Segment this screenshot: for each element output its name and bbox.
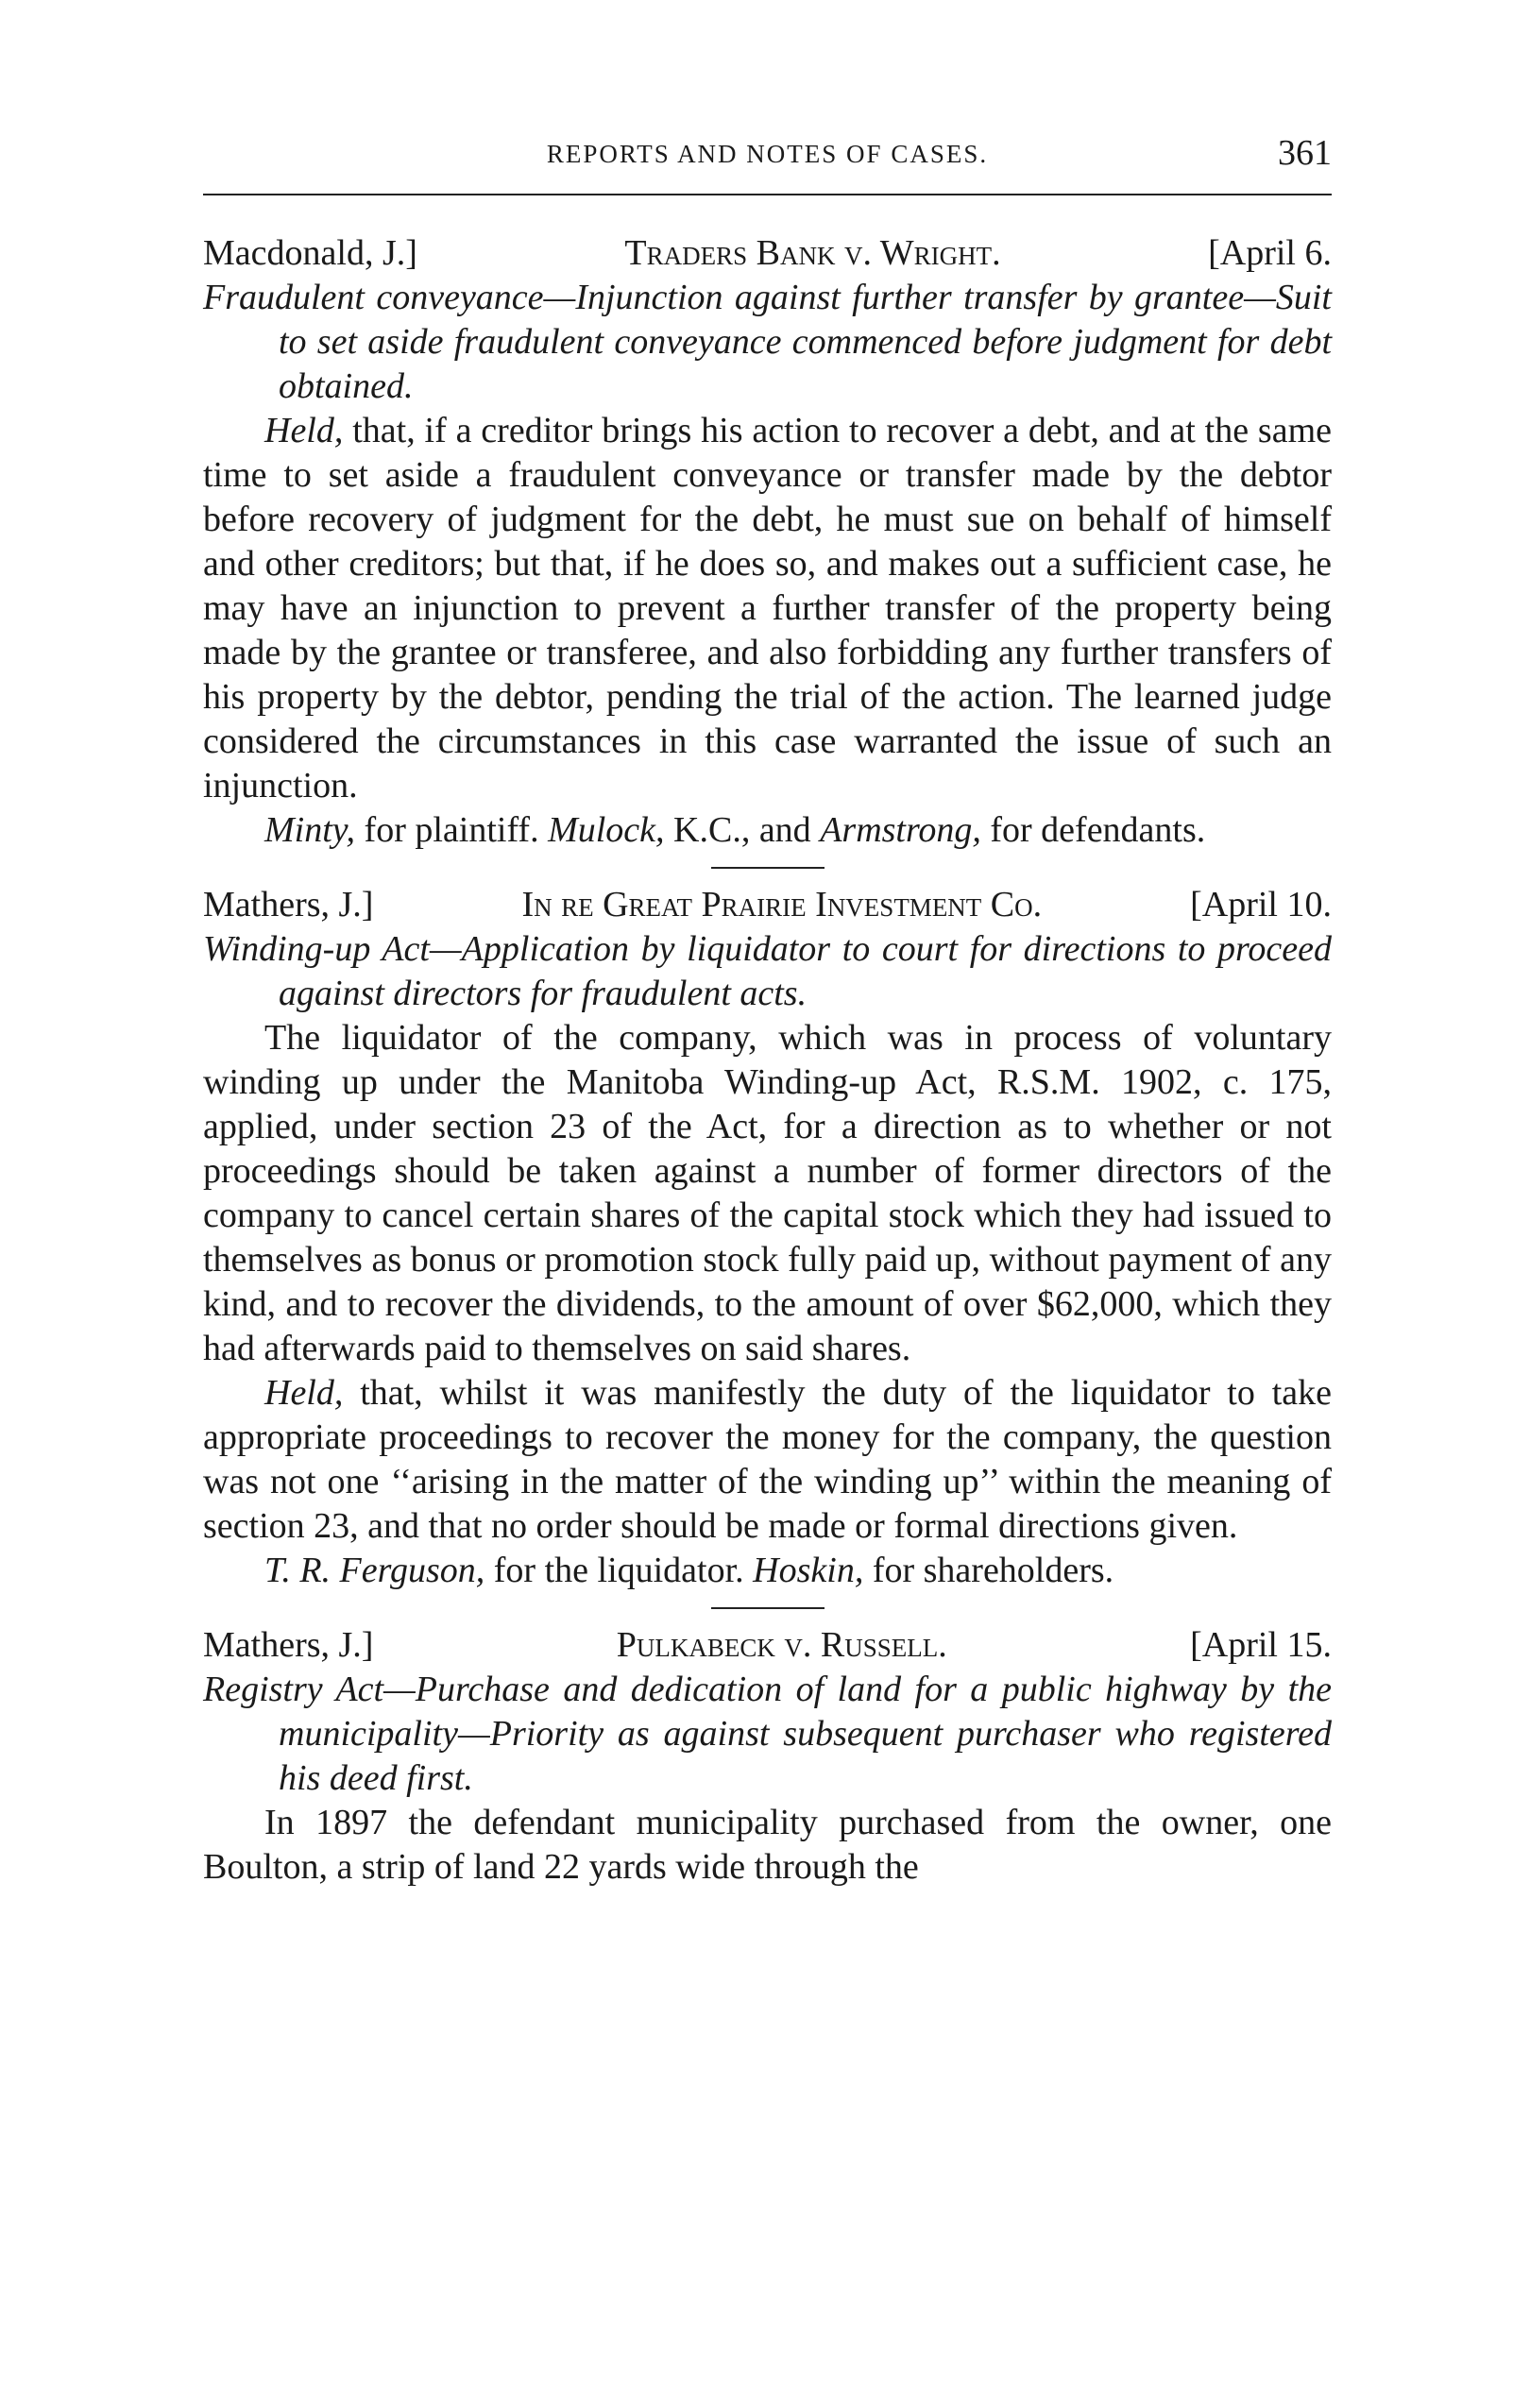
counsel-name: Mulock,: [548, 810, 665, 850]
case-heading: [203, 231, 1332, 276]
case-date: [April 15.: [1190, 1625, 1332, 1665]
case-divider: [711, 1607, 824, 1609]
held-lead: Held,: [264, 1373, 344, 1413]
case-traders-bank: [203, 231, 1332, 853]
headnote: Registry Act—Purchase and dedication of land for a public highway by the municipality—Priority as against subsequent purchaser who registered his deed first.: [203, 1670, 1332, 1798]
case-date: [April 10.: [1190, 885, 1332, 924]
header-rule: [203, 194, 1332, 195]
case-great-prairie: [203, 883, 1332, 1593]
held-paragraph: [203, 1371, 1332, 1549]
counsel-line: [203, 1549, 1332, 1593]
counsel-name: Minty,: [264, 810, 356, 850]
case-divider: [711, 867, 824, 869]
counsel-name: Hoskin,: [753, 1551, 864, 1590]
case-title: Traders Bank v. Wright.: [624, 233, 1001, 273]
case-date: [April 6.: [1208, 233, 1332, 273]
headnote: Winding-up Act—Application by liquidator to court for directions to proceed against directors for fraudulent acts.: [203, 929, 1332, 1013]
running-title: REPORTS AND NOTES OF CASES.: [546, 140, 989, 168]
case-title: In re Great Prairie Investment Co.: [521, 885, 1043, 924]
case-heading: [203, 883, 1332, 927]
case-pulkabeck: [203, 1623, 1332, 1890]
counsel-role: K.C., and: [664, 810, 821, 850]
counsel-name: Armstrong,: [820, 810, 981, 850]
judge-name: Macdonald, J.]: [203, 233, 417, 273]
counsel-role: for defendants.: [980, 810, 1206, 850]
facts-paragraph: In 1897 the defendant municipality purchased from the owner, one Boulton, a strip of land 22 yards wide through the: [203, 1803, 1332, 1887]
held-text: that, whilst it was manifestly the duty of the liquidator to take appropriate proceedings to recover the money for the company, the question was not one ‘‘arising in the matter of the winding up’’ within the meaning of section 23, and that no order should be made or formal directions given.: [203, 1373, 1332, 1546]
held-text: that, if a creditor brings his action to recover a debt, and at the same time to set aside a fraudulent conveyance or transfer made by the debtor before recovery of judgment for the debt, he must sue on behalf of himself and other creditors; but that, if he does so, and makes out a sufficient case, he may have an injunction to prevent a further transfer of the property being made by the grantee or transferee, and also forbidding any further transfers of his property by the debtor, pending the trial of the action. The learned judge considered the circumstances in this case warranted the issue of such an injunction.: [203, 411, 1332, 805]
counsel-role: for shareholders.: [863, 1551, 1114, 1590]
headnote: Fraudulent conveyance—Injunction against further transfer by grantee—Suit to set aside fraudulent conveyance commenced before judgment for debt obtained.: [203, 278, 1332, 406]
page-number: 361: [1278, 133, 1332, 173]
judge-name: Mathers, J.]: [203, 885, 374, 924]
counsel-name: T. R. Ferguson,: [264, 1551, 485, 1590]
held-lead: Held,: [264, 411, 344, 450]
body-column: [203, 231, 1332, 1890]
case-heading: [203, 1623, 1332, 1668]
judge-name: Mathers, J.]: [203, 1625, 374, 1665]
counsel-line: [203, 808, 1332, 853]
counsel-role: for plaintiff.: [355, 810, 549, 850]
facts-paragraph: The liquidator of the company, which was in process of voluntary winding up under the Manitoba Winding-up Act, R.S.M. 1902, c. 175, applied, under section 23 of the Act, for a direction as to whether or not proceedings should be taken against a number of former directors of the company to cancel certain shares of the capital stock which they had issued to themselves as bonus or promotion stock fully paid up, without payment of any kind, and to recover the dividends, to the amount of over $62,000, which they had afterwards paid to themselves on said shares.: [203, 1018, 1332, 1368]
counsel-role: for the liquidator.: [484, 1551, 754, 1590]
held-paragraph: [203, 409, 1332, 808]
case-title: Pulkabeck v. Russell.: [616, 1625, 947, 1665]
running-head: [203, 132, 1332, 189]
